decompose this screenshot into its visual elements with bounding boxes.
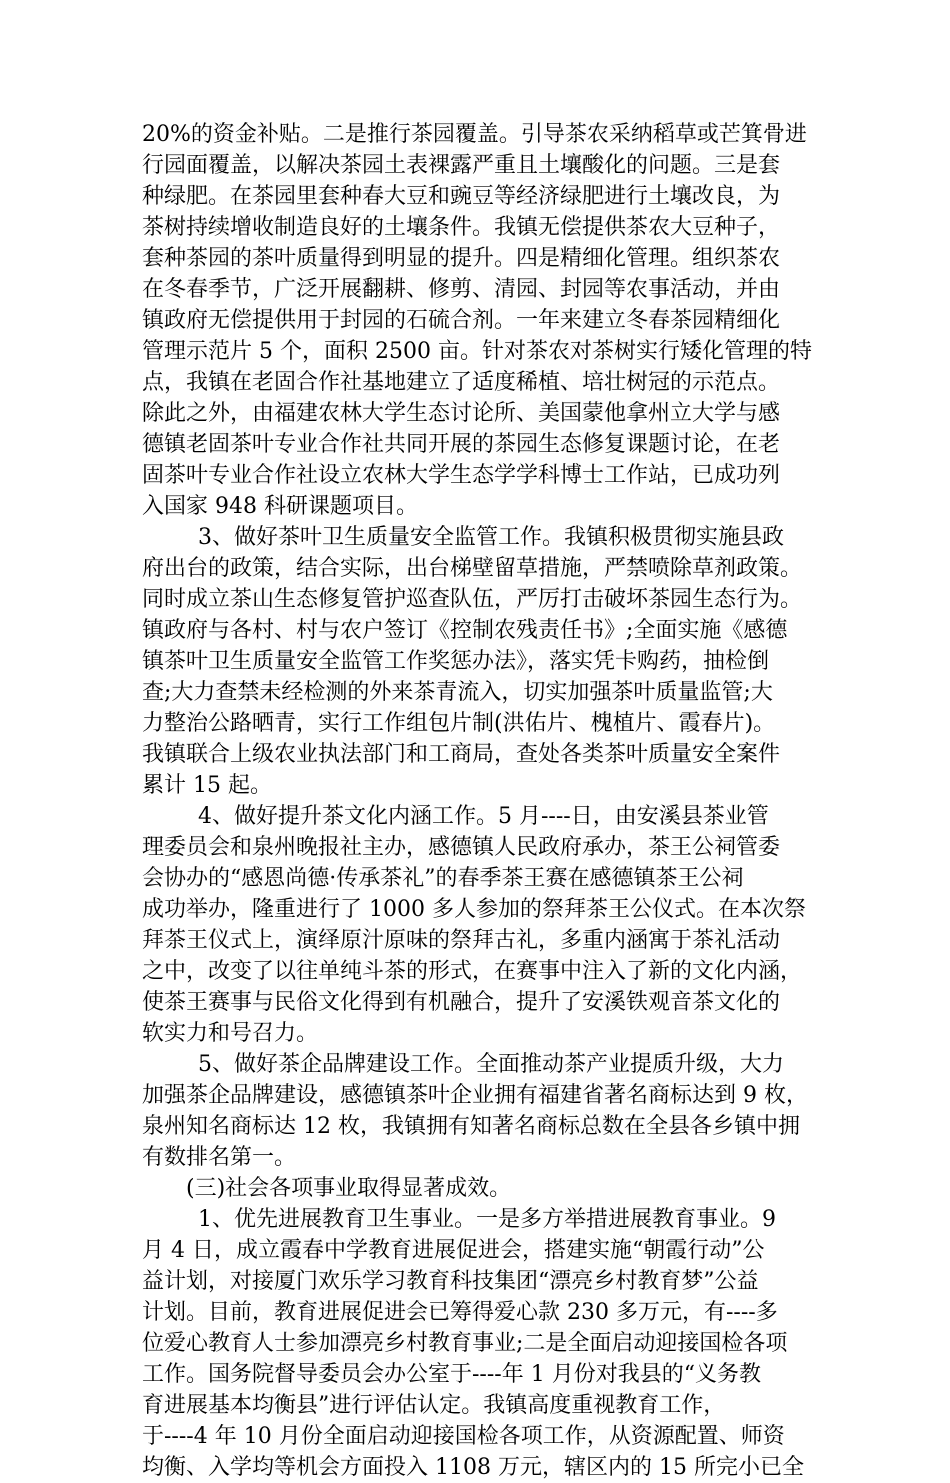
text-line: 查;大力查禁未经检测的外来茶青流入，切实加强茶叶质量监管;大 <box>142 680 773 705</box>
text-line: 镇政府无偿提供用于封园的石硫合剂。一年来建立冬春茶园精细化 <box>142 308 781 333</box>
text-line: 于----4 年 10 月份全面启动迎接国检各项工作，从资源配置、师资 <box>142 1424 785 1449</box>
text-line: 均衡、入学均等机会方面投入 1108 万元，辖区内的 15 所完小已全 <box>142 1455 804 1480</box>
text-line: 泉州知名商标达 12 枚，我镇拥有知著名商标总数在全县各乡镇中拥 <box>142 1114 800 1139</box>
text-line: 工作。国务院督导委员会办公室于----年 1 月份对我县的“义务教 <box>142 1362 761 1387</box>
text-line: 加强茶企品牌建设，感德镇茶叶企业拥有福建省著名商标达到 9 枚， <box>142 1083 808 1108</box>
text-line: 在冬春季节，广泛开展翻耕、修剪、清园、封园等农事活动，并由 <box>142 277 781 302</box>
text-line: 力整治公路晒青，实行工作组包片制(洪佑片、槐植片、霞春片)。 <box>142 711 776 736</box>
text-line: 计划。目前，教育进展促进会已筹得爱心款 230 多万元，有----多 <box>142 1300 778 1325</box>
section-heading-3-social: (三)社会各项事业取得显著成效。 <box>186 1176 512 1201</box>
text-line: 除此之外，由福建农林大学生态讨论所、美国蒙他拿州立大学与感 <box>142 401 781 426</box>
text-line: 成功举办，隆重进行了 1000 多人参加的祭拜茶王公仪式。在本次祭 <box>142 897 806 922</box>
text-line: 种绿肥。在茶园里套种春大豆和豌豆等经济绿肥进行土壤改良，为 <box>142 184 781 209</box>
text-line: 20%的资金补贴。二是推行茶园覆盖。引导茶农采纳稻草或芒箕骨进 <box>142 122 807 147</box>
text-line: 点，我镇在老固合作社基地建立了适度稀植、培壮树冠的示范点。 <box>142 370 781 395</box>
text-line: 育进展基本均衡县”进行评估认定。我镇高度重视教育工作， <box>142 1393 726 1418</box>
text-line: 拜茶王仪式上，演绎原汁原味的祭拜古礼，多重内涵寓于茶礼活动 <box>142 928 781 953</box>
text-line: 茶树持续增收制造良好的土壤条件。我镇无偿提供茶农大豆种子， <box>142 215 781 240</box>
text-line: 德镇老固茶叶专业合作社共同开展的茶园生态修复课题讨论，在老 <box>142 432 781 457</box>
section-heading-3: 3、做好茶叶卫生质量安全监管工作。我镇积极贯彻实施县政 <box>198 525 784 550</box>
text-line: 管理示范片 5 个，面积 2500 亩。针对茶农对茶树实行矮化管理的特 <box>142 339 812 364</box>
text-line: 入国家 948 科研课题项目。 <box>142 494 418 519</box>
text-line: 益计划，对接厦门欢乐学习教育科技集团“漂亮乡村教育梦”公益 <box>142 1269 759 1294</box>
text-line: 套种茶园的茶叶质量得到明显的提升。四是精细化管理。组织茶农 <box>142 246 781 271</box>
text-line: 软实力和号召力。 <box>142 1021 319 1046</box>
section-heading-4: 4、做好提升茶文化内涵工作。5 月----日，由安溪县茶业管 <box>198 804 769 829</box>
text-line: 位爱心教育人士参加漂亮乡村教育事业;二是全面启动迎接国检各项 <box>142 1331 788 1356</box>
text-line: 固茶叶专业合作社设立农林大学生态学学科博士工作站，已成功列 <box>142 463 781 488</box>
text-line: 理委员会和泉州晚报社主办，感德镇人民政府承办，茶王公祠管委 <box>142 835 781 860</box>
section-heading-1-education: 1、优先进展教育卫生事业。一是多方举措进展教育事业。9 <box>198 1207 776 1232</box>
text-line: 累计 15 起。 <box>142 773 272 798</box>
text-line: 月 4 日，成立霞春中学教育进展促进会，搭建实施“朝霞行动”公 <box>142 1238 765 1263</box>
section-heading-5: 5、做好茶企品牌建设工作。全面推动茶产业提质升级，大力 <box>198 1052 784 1077</box>
text-line: 我镇联合上级农业执法部门和工商局，查处各类茶叶质量安全案件 <box>142 742 781 767</box>
document-body <box>142 119 822 1483</box>
text-line: 同时成立茶山生态修复管护巡查队伍，严厉打击破坏茶园生态行为。 <box>142 587 803 612</box>
text-line: 有数排名第一。 <box>142 1145 297 1170</box>
text-line: 之中，改变了以往单纯斗茶的形式，在赛事中注入了新的文化内涵， <box>142 959 803 984</box>
text-line: 使茶王赛事与民俗文化得到有机融合，提升了安溪铁观音茶文化的 <box>142 990 781 1015</box>
text-line: 镇政府与各村、村与农户签订《控制农残责任书》;全面实施《感德 <box>142 618 788 643</box>
text-line: 会协办的“感恩尚德·传承茶礼”的春季茶王赛在感德镇茶王公祠 <box>142 866 744 891</box>
text-line: 镇茶叶卫生质量安全监管工作奖惩办法》，落实凭卡购药，抽检倒 <box>142 649 770 674</box>
text-line: 行园面覆盖，以解决茶园土表裸露严重且土壤酸化的问题。三是套 <box>142 153 781 178</box>
text-line: 府出台的政策，结合实际，出台梯壁留草措施，严禁喷除草剂政策。 <box>142 556 803 581</box>
